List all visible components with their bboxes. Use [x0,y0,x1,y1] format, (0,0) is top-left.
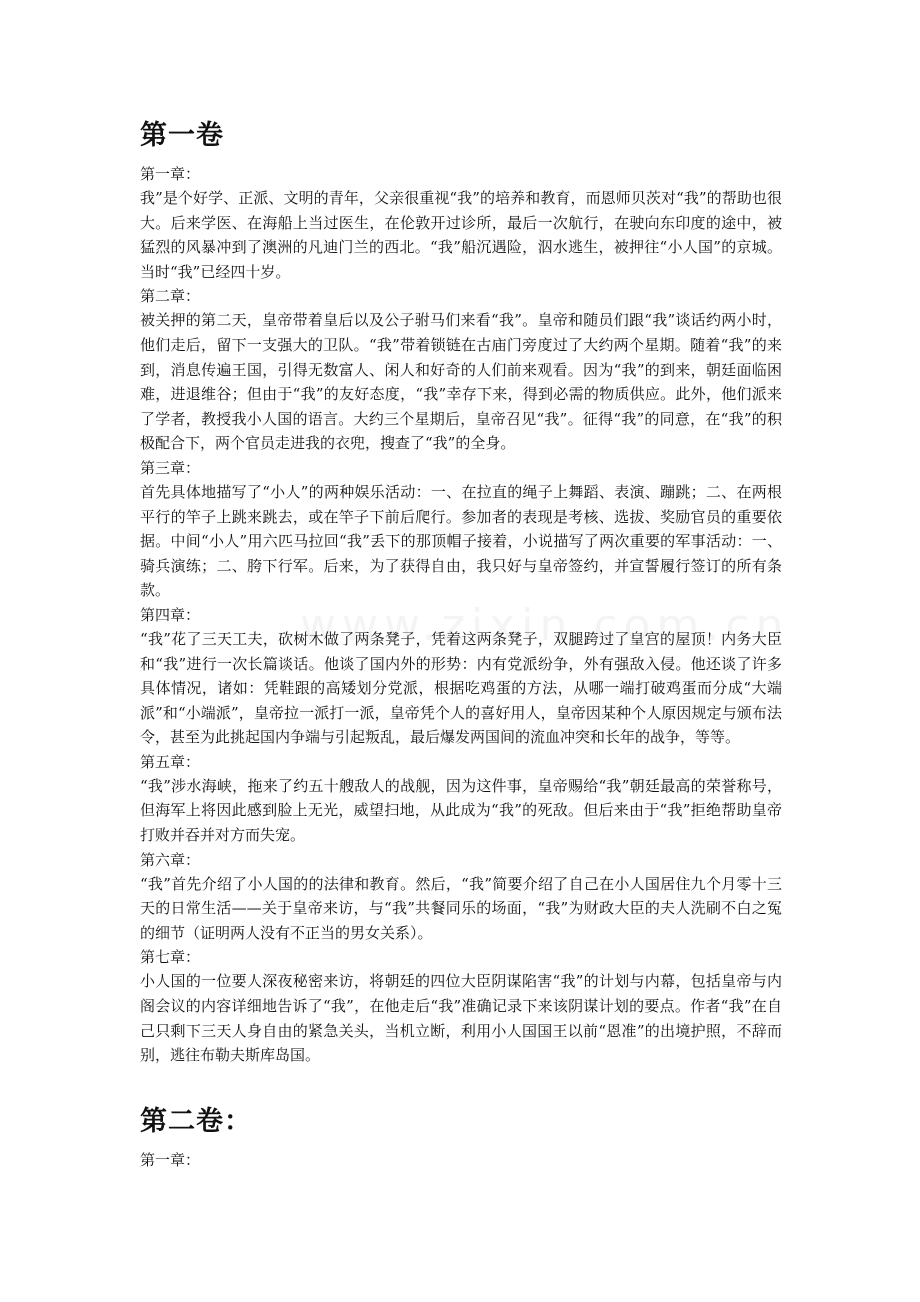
chapter [140,603,782,750]
chapter-body: “我”花了三天工夫，砍树木做了两条凳子，凭着这两条凳子，双腿跨过了皇宫的屋顶！内务大臣和“我”进行一次长篇谈话。他谈了国内外的形势：内有党派纷争，外有强敌入侵。他还谈了许多具体情况，诸如：凭鞋跟的高矮划分党派，根据吃鸡蛋的方法，从哪一端打破鸡蛋而分成“大端派”和“小端派”，皇帝拉一派打一派，皇帝凭个人的喜好用人，皇帝因某种个人原因规定与颁布法令，甚至为此挑起国内争端与引起叛乱，最后爆发两国间的流血冲突和长年的战争，等等。 [140,629,782,747]
chapter-body: 首先具体地描写了“小人”的两种娱乐活动：一、在拉直的绳子上舞蹈、表演、蹦跳；二、在两根平行的竿子上跳来跳去，或在竿子下前后爬行。参加者的表现是考核、选拔、奖励官员的重要依据。中间“小人”用六匹马拉回“我”丢下的那顶帽子接着，小说描写了两次重要的军事活动：一、骑兵演练；二、胯下行军。后来，为了获得自由，我只好与皇帝签约，并宣誓履行签订的所有条款。 [140,482,782,600]
chapter-body: 小人国的一位要人深夜秘密来访，将朝廷的四位大臣阴谋陷害“我”的计划与内幕，包括皇帝与内阁会议的内容详细地告诉了“我”，在他走后“我”准确记录下来该阴谋计划的要点。作者“我”在自己只剩下三天人身自由的紧急关头，当机立断，利用小人国国王以前“恩准”的出境护照，不辞而别，逃往布勒夫斯库岛国。 [140,972,782,1065]
chapter [140,456,782,603]
chapter-heading: 第六章： [140,850,201,869]
chapter-heading: 第七章： [140,948,201,967]
chapter [140,750,782,848]
volume-title: 第一卷 [140,120,224,151]
chapter-body: 被关押的第二天，皇帝带着皇后以及公子驸马们来看“我”。皇帝和随员们跟“我”谈话约两小时，他们走后，留下一支强大的卫队。“我”带着锁链在古庙门旁度过了大约两个星期。随着“我”的来到，消息传遍王国，引得无数富人、闲人和好奇的人们前来观看。因为“我”的到来，朝廷面临困难，进退维谷；但由于“我”的友好态度，“我”幸存下来，得到必需的物质供应。此外，他们派来了学者，教授我小人国的语言。大约三个星期后，皇帝召见“我”。征得“我”的同意，在“我”的积极配合下，两个官员走进我的衣兜，搜查了“我”的全身。 [140,311,782,453]
chapter-heading: 第五章： [140,752,201,771]
chapter-heading: 第一章： [140,1150,201,1169]
volume-title: 第二卷： [140,1105,252,1137]
document-page [140,118,782,1172]
chapter-body: “我”涉水海峡，拖来了约五十艘敌人的战舰，因为这件事，皇帝赐给“我”朝廷最高的荣誉称号，但海军上将因此感到脸上无光，威望扫地，从此成为“我”的死敌。但后来由于“我”拒绝帮助皇帝打败并吞并对方而失宠。 [140,776,782,845]
chapter-body: 我”是个好学、正派、文明的青年，父亲很重视“我”的培养和教育，而恩师贝茨对“我”的帮助也很大。后来学医、在海船上当过医生，在伦敦开过诊所，最后一次航行，在驶向东印度的途中，被猛烈的风暴冲到了澳洲的凡迪门兰的西北。“我”船沉遇险，泅水逃生，被押往“小人国”的京城。当时“我”已经四十岁。 [140,189,782,281]
chapter-heading: 第二章： [140,287,201,306]
chapter-heading: 第一章： [140,165,201,183]
chapter [140,284,782,456]
chapter [140,1148,782,1172]
chapter-body: “我”首先介绍了小人国的的法律和教育。然后，“我”简要介绍了自己在小人国居住九个月零十三天的日常生活——关于皇帝来访，与“我”共餐同乐的场面，“我”为财政大臣的夫人洗刷不白之冤的细节（证明两人没有不正当的男女关系）。 [140,874,782,942]
chapter-heading: 第三章： [140,458,201,477]
chapter-heading: 第四章： [140,605,201,624]
chapter [140,945,782,1067]
chapter [140,848,782,946]
chapter [140,162,782,284]
